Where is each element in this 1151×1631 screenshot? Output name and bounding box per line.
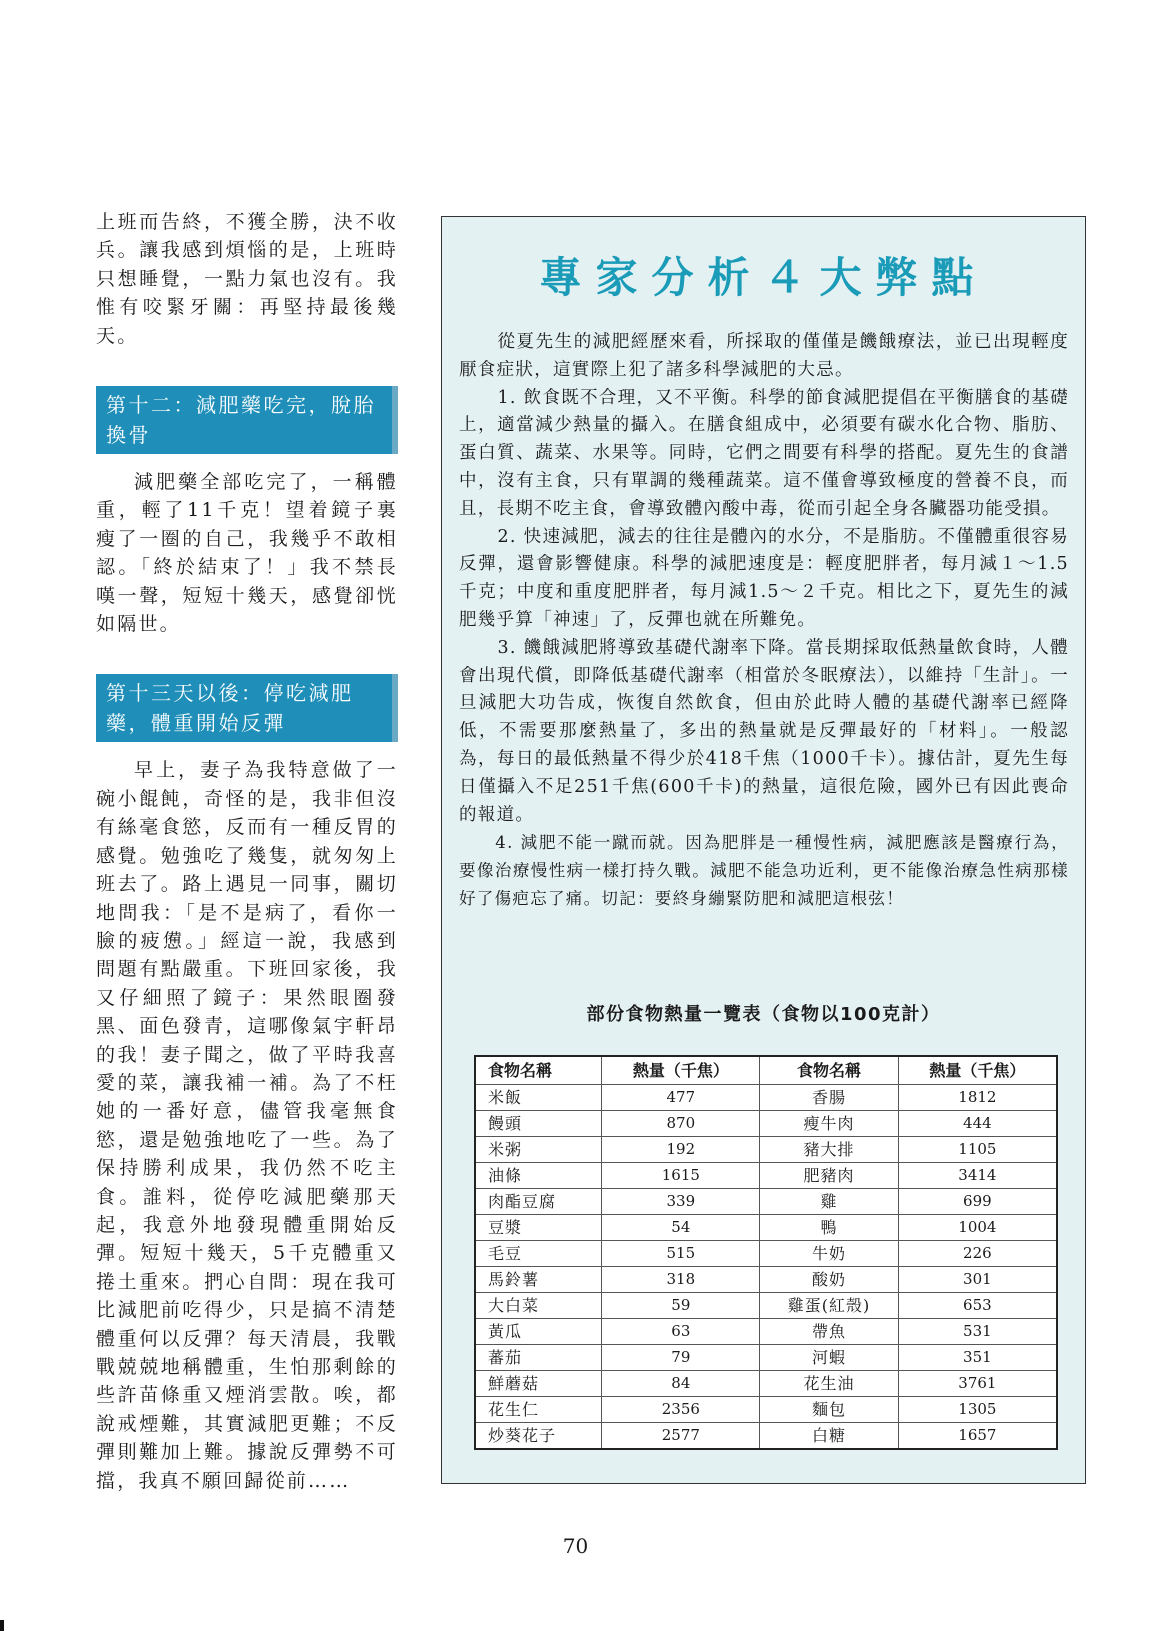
energy-cell: 444: [898, 1111, 1057, 1137]
energy-cell: 3414: [898, 1163, 1057, 1189]
table-row: [475, 1189, 1057, 1215]
food-name-cell: 黃瓜: [475, 1319, 602, 1345]
expert-analysis-title: 專家分析４大弊點: [539, 253, 988, 302]
energy-cell: 1812: [898, 1085, 1057, 1111]
energy-cell: 339: [602, 1189, 760, 1215]
food-name-cell: 香腸: [760, 1085, 898, 1111]
energy-cell: 84: [602, 1371, 760, 1397]
energy-cell: 3761: [898, 1371, 1057, 1397]
food-name-cell: 雞: [760, 1189, 898, 1215]
story-paragraph-1: 上班而告終，不獲全勝，決不收兵。讓我感到煩惱的是，上班時只想睡覺，一點力氣也沒有。我惟有咬緊牙關：再堅持最後幾天。: [96, 211, 398, 347]
scan-corner-mark: [0, 1620, 4, 1631]
food-name-cell: 鮮蘑菇: [475, 1371, 602, 1397]
table-header-row: [475, 1056, 1057, 1085]
analysis-intro: 從夏先生的減肥經歷來看，所採取的僅僅是饑餓療法，並已出現輕度厭食症狀，這實際上犯了諸多科學減肥的大忌。: [459, 332, 1069, 380]
food-name-cell: 麵包: [760, 1397, 898, 1423]
page-number: 70: [562, 1534, 589, 1558]
section-heading-day-12: 第十二：減肥藥吃完，脫胎換骨: [96, 386, 398, 454]
table-row: [475, 1423, 1057, 1450]
food-name-cell: 豆漿: [475, 1215, 602, 1241]
energy-cell: 54: [602, 1215, 760, 1241]
table-row: [475, 1345, 1057, 1371]
left-column: [96, 208, 398, 1495]
table-row: [475, 1241, 1057, 1267]
food-name-cell: 大白菜: [475, 1293, 602, 1319]
table-row: [475, 1293, 1057, 1319]
column-header-energy: 熱量（千焦）: [602, 1056, 760, 1085]
expert-analysis-box: [441, 216, 1086, 1484]
food-name-cell: 肉酯豆腐: [475, 1189, 602, 1215]
food-name-cell: 饅頭: [475, 1111, 602, 1137]
column-header-food-name-2: 食物名稱: [760, 1056, 898, 1085]
food-name-cell: 鴨: [760, 1215, 898, 1241]
analysis-point-2: 2. 快速減肥，減去的往往是體內的水分，不是脂肪。不僅體重很容易反彈，還會影響健康。科學的減肥速度是：輕度肥胖者，每月減１～1.5千克；中度和重度肥胖者，每月減1.5～２千克。相比之下，夏先生的減肥幾乎算「神速」了，反彈也就在所難免。: [459, 526, 1069, 630]
food-name-cell: 白糖: [760, 1423, 898, 1450]
food-name-cell: 油條: [475, 1163, 602, 1189]
table-row: [475, 1371, 1057, 1397]
energy-cell: 301: [898, 1267, 1057, 1293]
table-row: [475, 1319, 1057, 1345]
food-name-cell: 肥豬肉: [760, 1163, 898, 1189]
column-header-food-name: 食物名稱: [475, 1056, 602, 1085]
food-name-cell: 炒葵花子: [475, 1423, 602, 1450]
analysis-point-4: 4. 減肥不能一蹴而就。因為肥胖是一種慢性病，減肥應該是醫療行為，要像治療慢性病一樣打持久戰。減肥不能急功近利，更不能像治療急性病那樣好了傷疤忘了痛。切記：要終身繃緊防肥和減肥這根弦！: [459, 833, 1069, 908]
food-name-cell: 河蝦: [760, 1345, 898, 1371]
food-name-cell: 雞蛋(紅殼): [760, 1293, 898, 1319]
energy-cell: 870: [602, 1111, 760, 1137]
energy-cell: 1105: [898, 1137, 1057, 1163]
table-body: [475, 1085, 1057, 1450]
table-row: [475, 1137, 1057, 1163]
food-name-cell: 帶魚: [760, 1319, 898, 1345]
energy-cell: 653: [898, 1293, 1057, 1319]
energy-cell: 1305: [898, 1397, 1057, 1423]
energy-cell: 699: [898, 1189, 1057, 1215]
energy-cell: 63: [602, 1319, 760, 1345]
energy-cell: 59: [602, 1293, 760, 1319]
energy-cell: 2356: [602, 1397, 760, 1423]
table-row: [475, 1397, 1057, 1423]
energy-cell: 79: [602, 1345, 760, 1371]
expert-analysis-body: [459, 329, 1069, 913]
food-name-cell: 花生仁: [475, 1397, 602, 1423]
analysis-point-1: 1. 飲食既不合理，又不平衡。科學的節食減肥提倡在平衡膳食的基礎上，適當減少熱量的攝入。在膳食組成中，必須要有碳水化合物、脂肪、蛋白質、蔬菜、水果等。同時，它們之間要有科學的搭配。夏先生的食譜中，沒有主食，只有單調的幾種蔬菜。這不僅會導致極度的營養不良，而且，長期不吃主食，會導致體內酸中毒，從而引起全身各臟器功能受損。: [459, 387, 1069, 519]
food-name-cell: 牛奶: [760, 1241, 898, 1267]
energy-cell: 1615: [602, 1163, 760, 1189]
food-name-cell: 米飯: [475, 1085, 602, 1111]
section-heading-day-13: 第十三天以後：停吃減肥藥，體重開始反彈: [96, 674, 398, 742]
food-name-cell: 酸奶: [760, 1267, 898, 1293]
food-name-cell: 豬大排: [760, 1137, 898, 1163]
table-row: [475, 1215, 1057, 1241]
table-caption: 部份食物熱量一覽表（食物以100克計）: [586, 1004, 941, 1025]
story-paragraph-3: 早上，妻子為我特意做了一碗小餛飩，奇怪的是，我非但沒有絲毫食慾，反而有一種反胃的感覺。勉強吃了幾隻，就匆匆上班去了。路上遇見一同事，關切地問我：「是不是病了，看你一臉的疲憊。」經這一說，我感到問題有點嚴重。下班回家後，我又仔細照了鏡子：果然眼圈發黑、面色發青，這哪像氣宇軒昂的我！妻子聞之，做了平時我喜愛的菜，讓我補一補。為了不枉她的一番好意，儘管我毫無食慾，還是勉強地吃了一些。為了保持勝利成果，我仍然不吃主食。誰料，從停吃減肥藥那天起，我意外地發現體重開始反彈。短短十幾天，5千克體重又捲土重來。捫心自問：現在我可比減肥前吃得少，只是搞不清楚體重何以反彈？每天清晨，我戰戰兢兢地稱體重，生怕那剩餘的些許苗條重又煙消雲散。唉，都說戒煙難，其實減肥更難；不反彈則難加上難。據說反彈勢不可擋，我真不願回歸從前……: [96, 759, 398, 1492]
energy-cell: 531: [898, 1319, 1057, 1345]
energy-cell: 226: [898, 1241, 1057, 1267]
table-row: [475, 1267, 1057, 1293]
food-calorie-table: [474, 1055, 1058, 1450]
energy-cell: 1657: [898, 1423, 1057, 1450]
food-name-cell: 馬鈴薯: [475, 1267, 602, 1293]
energy-cell: 515: [602, 1241, 760, 1267]
food-name-cell: 蕃茄: [475, 1345, 602, 1371]
energy-cell: 2577: [602, 1423, 760, 1450]
story-paragraph-2: 減肥藥全部吃完了，一稱體重，輕了11千克！望着鏡子裏瘦了一圈的自己，我幾乎不敢相認。「終於結束了！」我不禁長嘆一聲，短短十幾天，感覺卻恍如隔世。: [96, 471, 398, 636]
food-name-cell: 米粥: [475, 1137, 602, 1163]
energy-cell: 318: [602, 1267, 760, 1293]
table-row: [475, 1085, 1057, 1111]
energy-cell: 1004: [898, 1215, 1057, 1241]
energy-cell: 192: [602, 1137, 760, 1163]
food-name-cell: 毛豆: [475, 1241, 602, 1267]
table-row: [475, 1111, 1057, 1137]
table-row: [475, 1163, 1057, 1189]
food-name-cell: 花生油: [760, 1371, 898, 1397]
energy-cell: 477: [602, 1085, 760, 1111]
food-name-cell: 瘦牛肉: [760, 1111, 898, 1137]
column-header-energy-2: 熱量（千焦）: [898, 1056, 1057, 1085]
analysis-point-3: 3. 饑餓減肥將導致基礎代謝率下降。當長期採取低熱量飲食時，人體會出現代償，即降低基礎代謝率（相當於冬眠療法），以維持「生計」。一旦減肥大功告成，恢復自然飲食，但由於此時人體的基礎代謝率已經降低，不需要那麼熱量了，多出的熱量就是反彈最好的「材料」。一般認為，每日的最低熱量不得少於418千焦（1000千卡）。據估計，夏先生每日僅攝入不足251千焦(600千卡)的熱量，這很危險，國外已有因此喪命的報道。: [459, 637, 1069, 825]
energy-cell: 351: [898, 1345, 1057, 1371]
